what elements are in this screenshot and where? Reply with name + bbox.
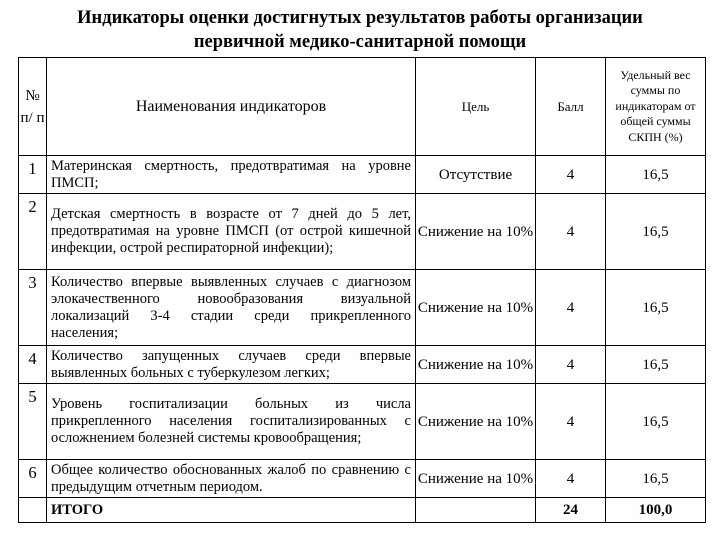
table-row: [19, 194, 706, 270]
indicator-name: Количество впервые выявленных случаев с диагнозом элокачественного новообразования визуальной локализаций 3-4 стадии среди прикрепленного населения;: [47, 270, 416, 346]
indicator-score: 4: [536, 156, 606, 194]
indicator-goal: Снижение на 10%: [416, 194, 536, 270]
indicator-score: 4: [536, 384, 606, 460]
table-row: [19, 384, 706, 460]
row-number: 5: [19, 384, 47, 460]
table-row: [19, 156, 706, 194]
indicator-name: Общее количество обоснованных жалоб по сравнению с предыдущим отчетным периодом.: [47, 460, 416, 498]
total-weight: 100,0: [606, 498, 706, 523]
indicator-name: Количество запущенных случаев среди впервые выявленных больных с туберкулезом легких;: [47, 346, 416, 384]
row-number: 4: [19, 346, 47, 384]
indicator-weight: 16,5: [606, 384, 706, 460]
header-number: № п/ п: [19, 58, 47, 156]
total-goal-cell: [416, 498, 536, 523]
indicator-name: Уровень госпитализации больных из числа прикрепленного населения госпитализированных с осложнением болезней системы кровообращения;: [47, 384, 416, 460]
indicator-goal: Снижение на 10%: [416, 460, 536, 498]
header-row: [19, 58, 706, 156]
indicator-goal: Снижение на 10%: [416, 346, 536, 384]
indicator-goal: Снижение на 10%: [416, 270, 536, 346]
total-score: 24: [536, 498, 606, 523]
indicator-name: Детская смертность в возрасте от 7 дней до 5 лет, предотвратимая на уровне ПМСП (от острой кишечной инфекции, острой респираторной инфекции);: [47, 194, 416, 270]
row-number: 3: [19, 270, 47, 346]
indicator-weight: 16,5: [606, 460, 706, 498]
title-line-2: первичной медико-санитарной помощи: [193, 32, 527, 52]
indicator-goal: Снижение на 10%: [416, 384, 536, 460]
indicators-table: [18, 57, 706, 523]
indicator-score: 4: [536, 270, 606, 346]
total-label: ИТОГО: [47, 498, 416, 523]
indicator-weight: 16,5: [606, 194, 706, 270]
indicator-weight: 16,5: [606, 270, 706, 346]
table-row: [19, 346, 706, 384]
indicator-score: 4: [536, 346, 606, 384]
header-goal: Цель: [416, 58, 536, 156]
table-row: [19, 460, 706, 498]
total-number-cell: [19, 498, 47, 523]
table-row: [19, 270, 706, 346]
row-number: 1: [19, 156, 47, 194]
indicator-goal: Отсутствие: [416, 156, 536, 194]
indicator-weight: 16,5: [606, 156, 706, 194]
indicator-weight: 16,5: [606, 346, 706, 384]
total-row: [19, 498, 706, 523]
indicator-name: Материнская смертность, предотвратимая на уровне ПМСП;: [47, 156, 416, 194]
header-name: Наименования индикаторов: [47, 58, 416, 156]
indicator-score: 4: [536, 194, 606, 270]
row-number: 2: [19, 194, 47, 270]
title-line-1: Индикаторы оценки достигнутых результатов работы организации: [77, 8, 643, 28]
header-score: Балл: [536, 58, 606, 156]
header-weight: Удельный вес суммы по индикаторам от общей суммы СКПН (%): [606, 58, 706, 156]
indicator-score: 4: [536, 460, 606, 498]
page-title: [0, 6, 720, 54]
row-number: 6: [19, 460, 47, 498]
